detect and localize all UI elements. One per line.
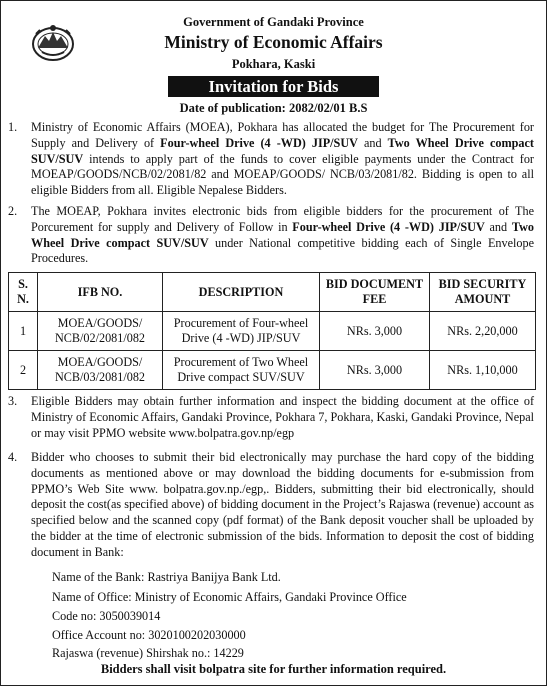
cell-ifb-no: MOEA/GOODS/ NCB/02/2081/082: [38, 312, 163, 351]
text-segment: under National competitive bidding each of Single Envelope Procedures.: [31, 235, 534, 266]
col-bid-document-fee: BID DOCUMENT FEE: [320, 273, 430, 312]
footer-note: Bidders shall visit bolpatra site for further information required.: [100, 662, 447, 676]
col-description: DESCRIPTION: [163, 273, 320, 312]
paragraph-1-text: [31, 120, 534, 199]
bank-account: Office Account no: 3020100202030000: [52, 628, 246, 642]
paragraph-3: [8, 394, 534, 441]
bold-text-segment: Two Wheel Drive compact SUV/SUV: [31, 135, 534, 166]
paragraph-4: [8, 450, 534, 561]
bank-rajaswa: Rajaswa (revenue) Shirshak no.: 14229: [52, 646, 244, 660]
invitation-banner: Invitation for Bids: [168, 76, 379, 97]
cell-security: NRs. 2,20,000: [430, 312, 536, 351]
col-bid-security-amount: BID SECURITY AMOUNT: [430, 273, 536, 312]
ministry-title: Ministry of Economic Affairs: [164, 32, 383, 52]
bid-table: [8, 272, 536, 390]
cell-sn: 1: [9, 312, 38, 351]
cell-sn: 2: [9, 351, 38, 390]
bank-code: Code no: 3050039014: [52, 609, 161, 623]
table-header-row: [9, 273, 536, 312]
table-row: [9, 312, 536, 351]
office-location: Pokhara, Kaski: [231, 57, 316, 71]
bank-name: Name of the Bank: Rastriya Banijya Bank Ltd.: [52, 570, 281, 584]
paragraph-1: [8, 120, 534, 199]
paragraph-3-text: Eligible Bidders may obtain further information and inspect the bidding document at the office of Ministry of Economic Affairs, Gandaki Province, Pokhara 7, Pokhara, Kaski, Gandaki Province, Nepal or may visit PPMO website www.bolpatra.gov.np/egp: [31, 394, 534, 440]
col-sn: S. N.: [9, 273, 38, 312]
cell-security: NRs. 1,10,000: [430, 351, 536, 390]
bold-text-segment: Four-wheel Drive (4 -WD) JIP/SUV: [292, 219, 485, 234]
bold-text-segment: Four-wheel Drive (4 -WD) JIP/SUV: [160, 135, 358, 150]
paragraph-4-text: Bidder who chooses to submit their bid electronically may purchase the hard copy of the bidding documents as mentioned above or may download the bidding documents for e-submission from PPMO’s Web Site www. bolpatra.gov.np./egp,. Bidders, submitting their bid electronically, should deposit the cost(as specified above) of bidding document in the Project’s Rajaswa (revenue) account as specified below and the scanned copy (pdf format) of the Bank deposit voucher shall be uploaded by the bidder at the time of electronic submission of the bids. Information to deposit the cost of bidding document in Bank:: [31, 450, 534, 559]
text-segment: and: [357, 135, 388, 150]
col-ifb-no: IFB NO.: [38, 273, 163, 312]
text-segment: Ministry of Economic Affairs (MOEA), Pokhara has allocated the budget for The Procurement for Supply and Delivery of: [31, 120, 534, 150]
text-segment: and: [484, 219, 512, 234]
paragraph-number: 4.: [8, 450, 18, 464]
cell-fee: NRs. 3,000: [320, 351, 430, 390]
cell-ifb-no: MOEA/GOODS/ NCB/03/2081/082: [38, 351, 163, 390]
paragraph-number: 2.: [8, 204, 18, 218]
paragraph-number: 1.: [8, 120, 18, 134]
bank-office-name: Name of Office: Ministry of Economic Affairs, Gandaki Province Office: [52, 590, 407, 604]
cell-description: Procurement of Four-wheel Drive (4 -WD) JIP/SUV: [163, 312, 320, 351]
bold-text-segment: Two Wheel Drive compact SUV/SUV: [31, 219, 534, 250]
text-segment: intends to apply part of the funds to cover eligible payments under the Contract for MOEAP/GOODS/NCB/02/2081/82 and MOEAP/GOODS/ NCB/03/2081/82. Bidding is open to all eligible Bidders from all. Eligible Nepalese Bidders.: [31, 151, 534, 198]
text-segment: The MOEAP, Pokhara invites electronic bids from eligible bidders for the procurement of The Porcurement for supply and Delivery of Follow in: [31, 204, 534, 234]
paragraph-2: [8, 204, 534, 267]
paragraph-number: 3.: [8, 394, 18, 408]
table-row: [9, 351, 536, 390]
publication-date: Date of publication: 2082/02/01 B.S: [179, 101, 368, 115]
government-name: Government of Gandaki Province: [183, 15, 364, 29]
cell-description: Procurement of Two Wheel Drive compact SUV/SUV: [163, 351, 320, 390]
paragraph-2-text: [31, 204, 534, 267]
cell-fee: NRs. 3,000: [320, 312, 430, 351]
